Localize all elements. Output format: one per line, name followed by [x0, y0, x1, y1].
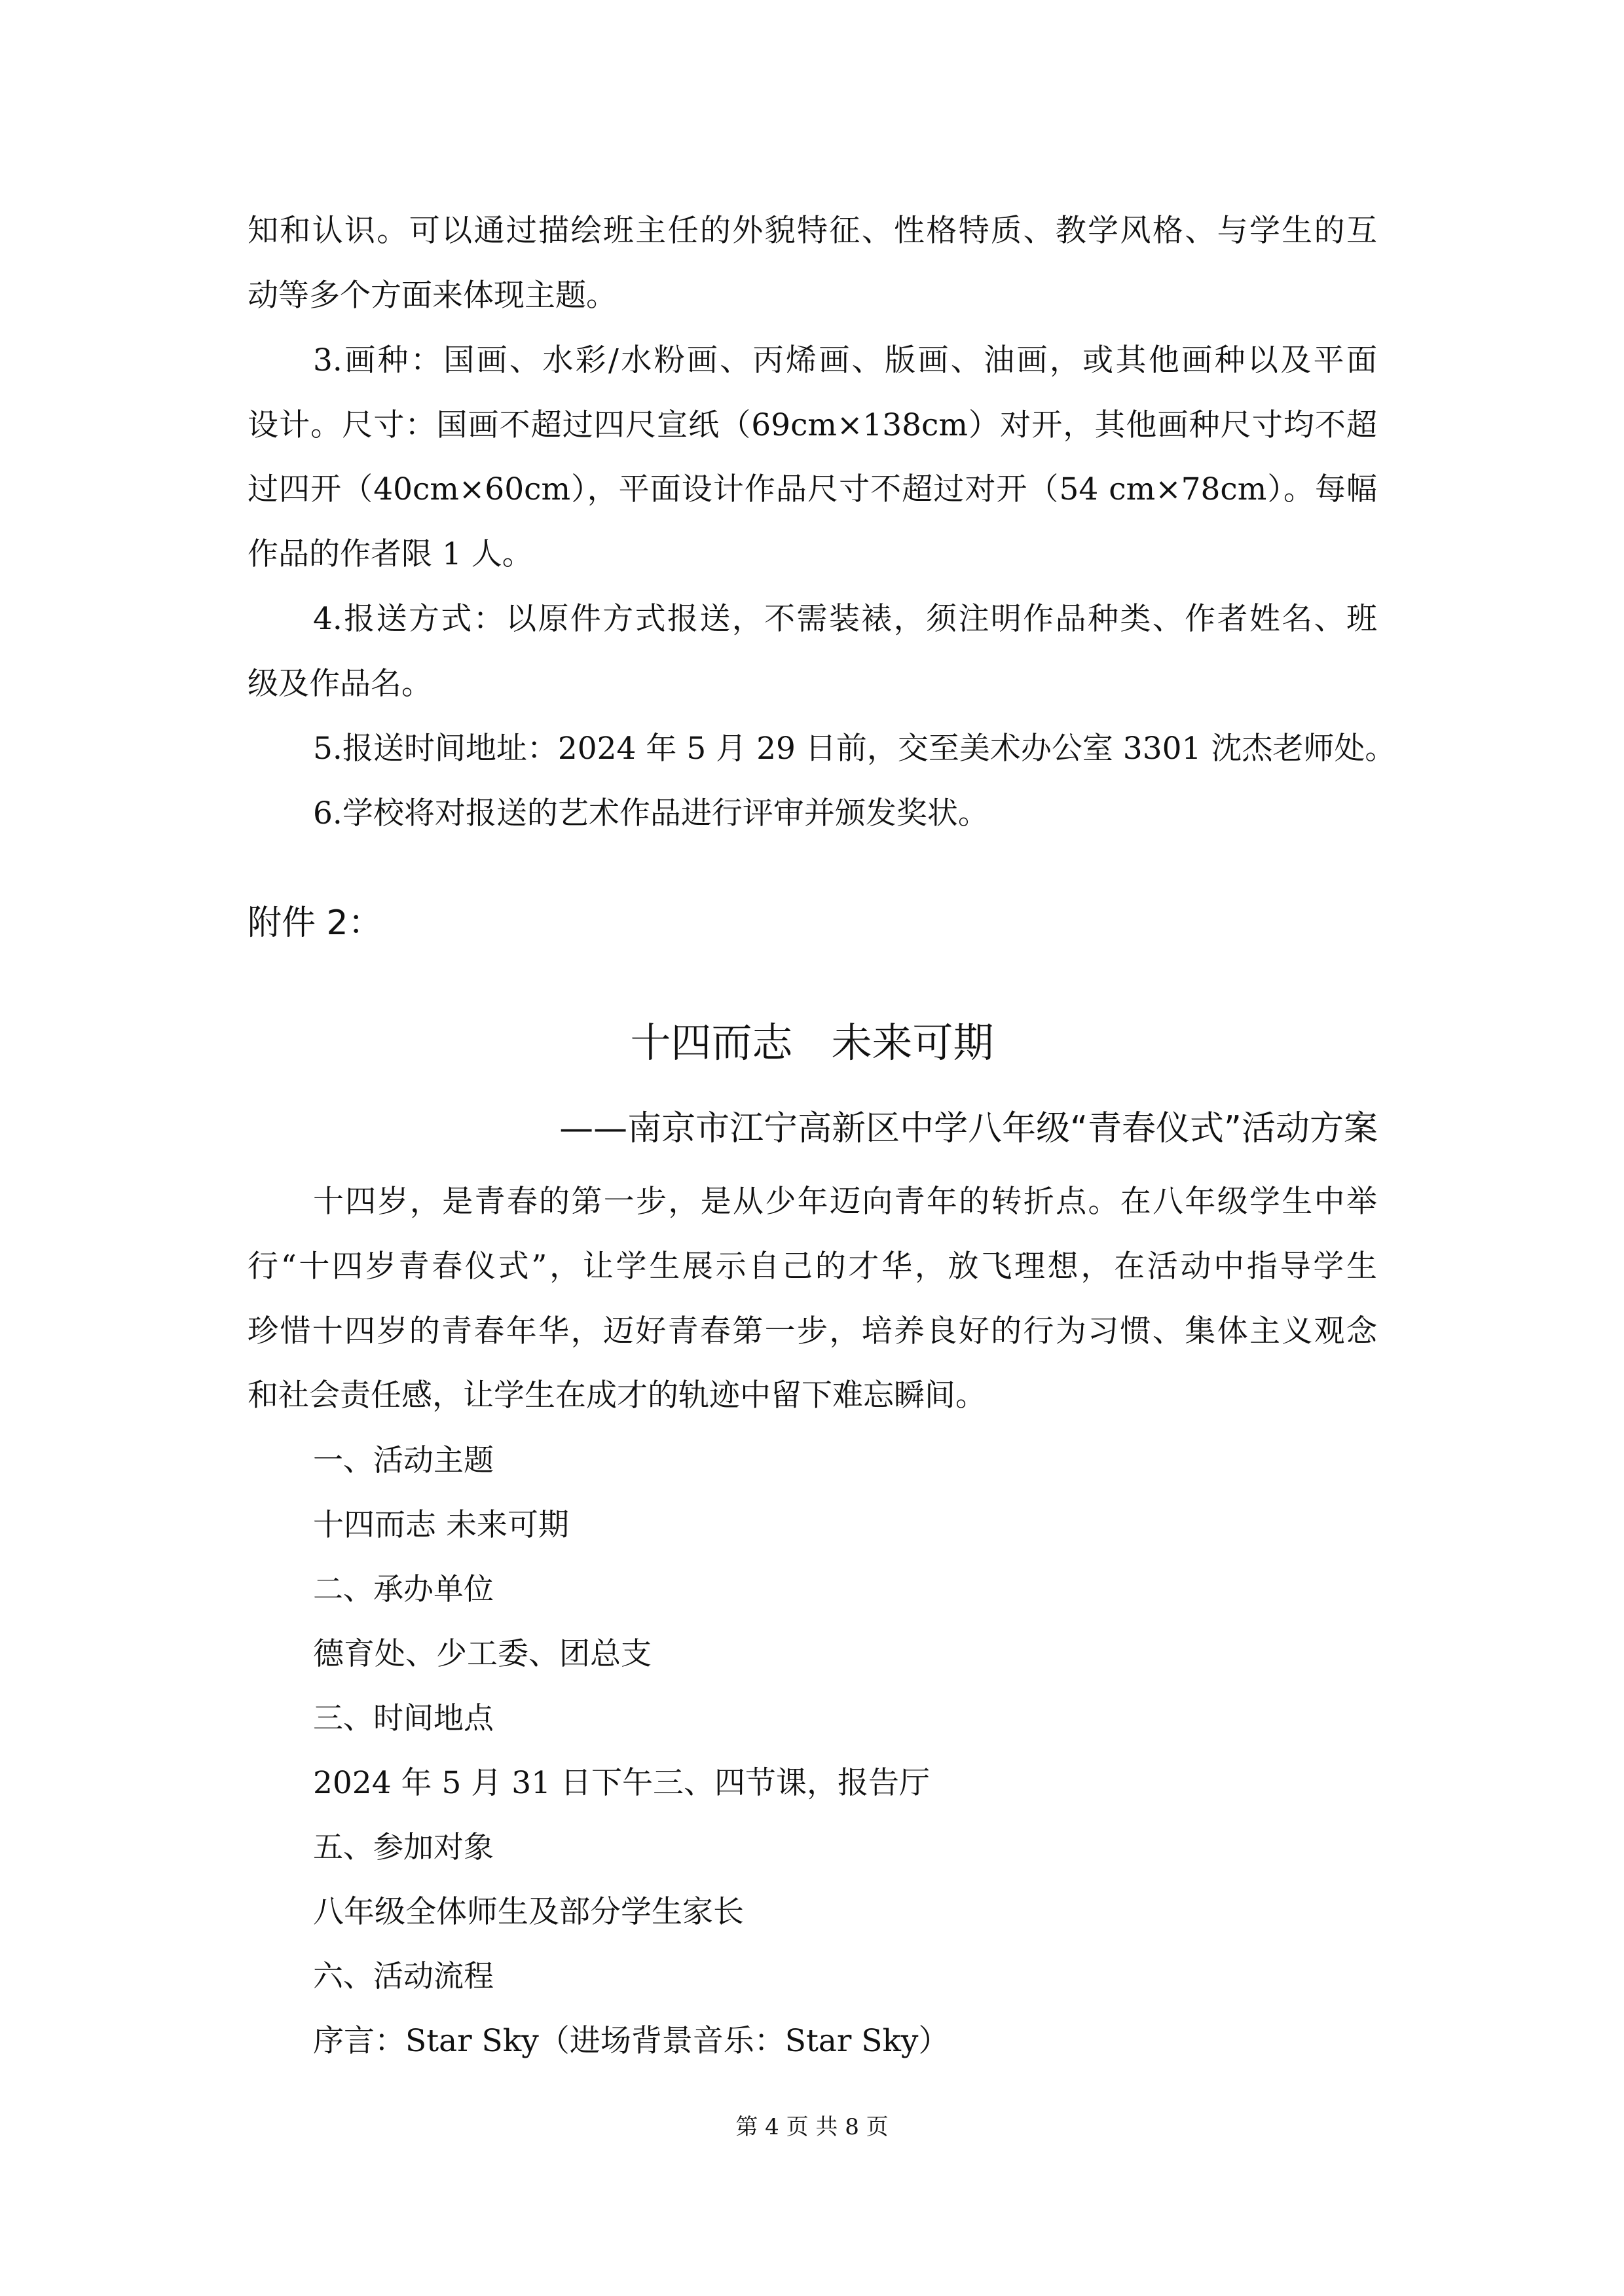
list-item-3-line: 设计。尺寸：国画不超过四尺宣纸（69cm×138cm）对开，其他画种尺寸均不超 — [248, 407, 1377, 443]
body-text-line: 知和认识。可以通过描绘班主任的外貌特征、性格特质、教学风格、与学生的互 — [248, 213, 1377, 249]
section-content: 2024 年 5 月 31 日下午三、四节课，报告厅 — [313, 1765, 931, 1801]
attachment-label: 附件 2： — [248, 903, 382, 943]
plan-subtitle: ——南京市江宁高新区中学八年级“青春仪式”活动方案 — [559, 1109, 1378, 1148]
section-heading: 一、活动主题 — [313, 1442, 494, 1478]
list-item-6: 6.学校将对报送的艺术作品进行评审并颁发奖状。 — [313, 795, 989, 831]
section-heading: 五、参加对象 — [313, 1829, 494, 1865]
intro-line: 和社会责任感，让学生在成才的轨迹中留下难忘瞬间。 — [248, 1377, 986, 1413]
list-item-3-line: 3.画种：国画、水彩/水粉画、丙烯画、版画、油画，或其他画种以及平面 — [313, 342, 1377, 378]
section-content: 序言：Star Sky（进场背景音乐：Star Sky） — [313, 2023, 950, 2059]
section-content: 德育处、少工委、团总支 — [313, 1636, 652, 1672]
section-heading: 二、承办单位 — [313, 1571, 494, 1607]
section-content: 十四而志 未来可期 — [313, 1507, 569, 1543]
section-content: 八年级全体师生及部分学生家长 — [313, 1894, 744, 1930]
list-item-3-line: 过四开（40cm×60cm），平面设计作品尺寸不超过对开（54 cm×78cm）。每幅 — [248, 471, 1377, 507]
intro-line: 十四岁，是青春的第一步，是从少年迈向青年的转折点。在八年级学生中举 — [313, 1184, 1377, 1220]
section-heading: 六、活动流程 — [313, 1958, 494, 1994]
list-item-5: 5.报送时间地址：2024 年 5 月 29 日前，交至美术办公室 3301 沈杰老师处。 — [313, 731, 1396, 767]
list-item-4-line: 级及作品名。 — [248, 666, 432, 702]
list-item-3-line: 作品的作者限 1 人。 — [248, 536, 533, 572]
plan-title: 十四而志 未来可期 — [630, 1019, 994, 1066]
body-text-line: 动等多个方面来体现主题。 — [248, 278, 617, 314]
section-heading: 三、时间地点 — [313, 1700, 494, 1736]
intro-line: 珍惜十四岁的青春年华，迈好青春第一步，培养良好的行为习惯、集体主义观念 — [248, 1313, 1377, 1349]
page-number-footer: 第 4 页 共 8 页 — [735, 2114, 889, 2140]
list-item-4-line: 4.报送方式：以原件方式报送，不需装裱，须注明作品种类、作者姓名、班 — [313, 601, 1377, 637]
intro-line: 行“十四岁青春仪式”，让学生展示自己的才华，放飞理想，在活动中指导学生 — [248, 1248, 1377, 1285]
